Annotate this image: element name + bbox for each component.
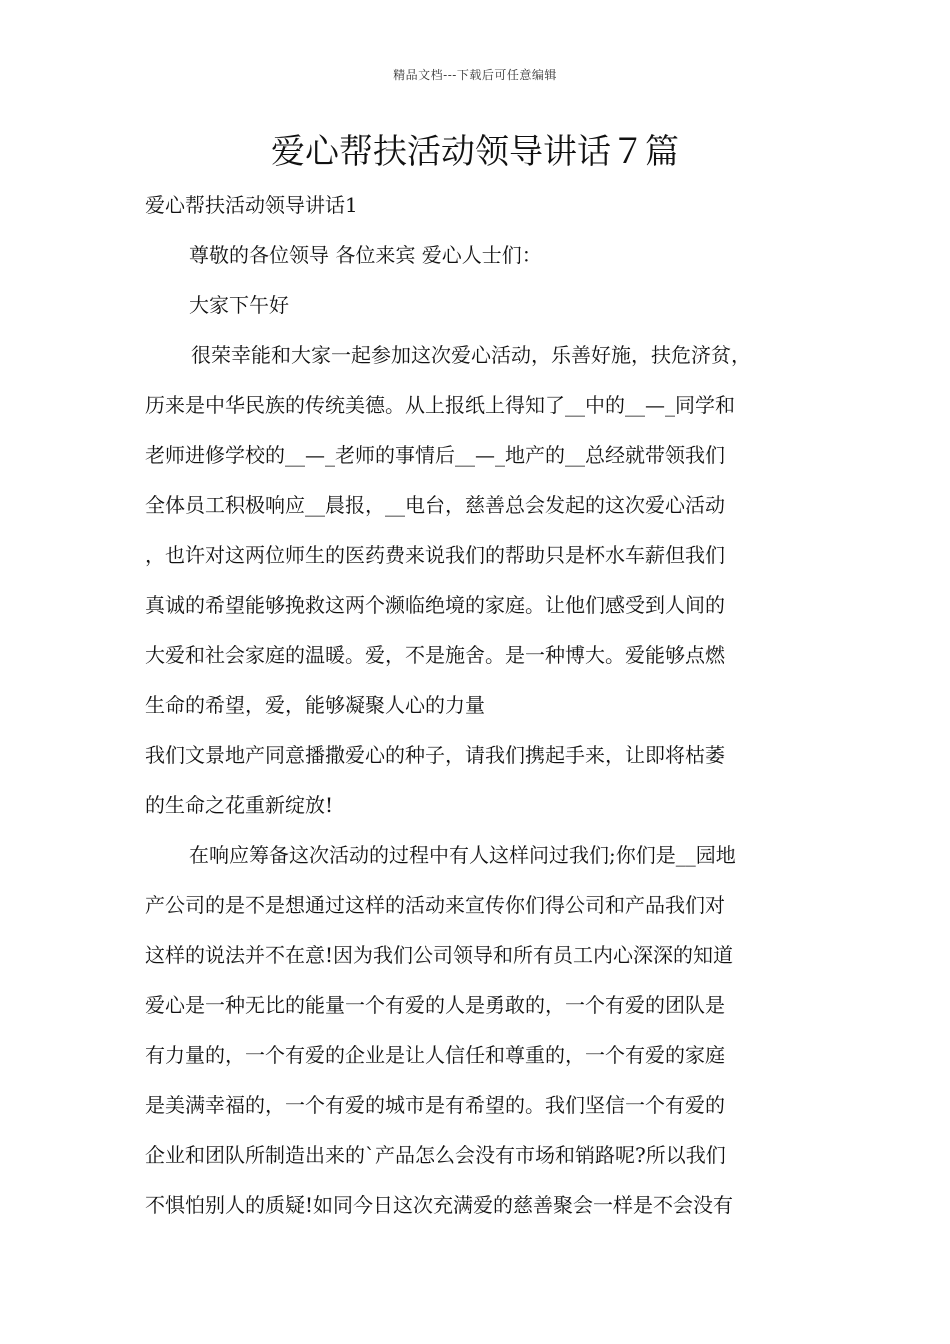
paragraph-line: 尊敬的各位领导 各位来宾 爱心人士们： [189, 243, 542, 267]
header-note: 精品文档---下载后可任意编辑 [393, 68, 557, 82]
paragraph-line: 的生命之花重新绽放! [145, 793, 334, 817]
paragraph-line: 在响应筹备这次活动的过程中有人这样问过我们;你们是__园地 [189, 843, 736, 867]
document-body [145, 180, 845, 1230]
section-heading: 爱心帮扶活动领导讲话1 [145, 193, 358, 217]
paragraph-line: 很荣幸能和大家一起参加这次爱心活动，乐善好施，扶危济贫， [191, 343, 751, 367]
paragraph-line: 生命的希望，爱，能够凝聚人心的力量 [145, 693, 485, 717]
paragraph-line: 有力量的，一个有爱的企业是让人信任和尊重的，一个有爱的家庭 [145, 1043, 725, 1067]
document-title: 爱心帮扶活动领导讲话７篇 [271, 132, 679, 172]
paragraph-line: 这样的说法并不在意!因为我们公司领导和所有员工内心深深的知道 [145, 943, 734, 967]
paragraph-line: 全体员工积极响应__晨报，__电台，慈善总会发起的这次爱心活动 [145, 493, 725, 517]
paragraph-line: 产公司的是不是想通过这样的活动来宣传你们得公司和产品我们对 [145, 893, 725, 917]
paragraph-line: 是美满幸福的，一个有爱的城市是有希望的。我们坚信一个有爱的 [145, 1093, 725, 1117]
paragraph-line: 真诚的希望能够挽救这两个濒临绝境的家庭。让他们感受到人间的 [145, 593, 725, 617]
paragraph-line: 不惧怕别人的质疑!如同今日这次充满爱的慈善聚会一样是不会没有 [145, 1193, 734, 1217]
paragraph-line: 爱心是一种无比的能量一个有爱的人是勇敢的，一个有爱的团队是 [145, 993, 725, 1017]
paragraph-line: 企业和团队所制造出来的`产品怎么会没有市场和销路呢?所以我们 [145, 1143, 726, 1167]
paragraph-line: 我们文景地产同意播撒爱心的种子，请我们携起手来，让即将枯萎 [145, 743, 725, 767]
paragraph-line: 历来是中华民族的传统美德。从上报纸上得知了__中的__—_同学和 [145, 393, 735, 417]
paragraph-line: 大爱和社会家庭的温暖。爱，不是施舍。是一种博大。爱能够点燃 [145, 643, 725, 667]
paragraph-line: 大家下午好 [189, 293, 289, 317]
paragraph-line: 老师进修学校的__—_老师的事情后__—_地产的__总经就带领我们 [145, 443, 725, 467]
paragraph-line: ，也许对这两位师生的医药费来说我们的帮助只是杯水车薪但我们 [145, 543, 725, 567]
